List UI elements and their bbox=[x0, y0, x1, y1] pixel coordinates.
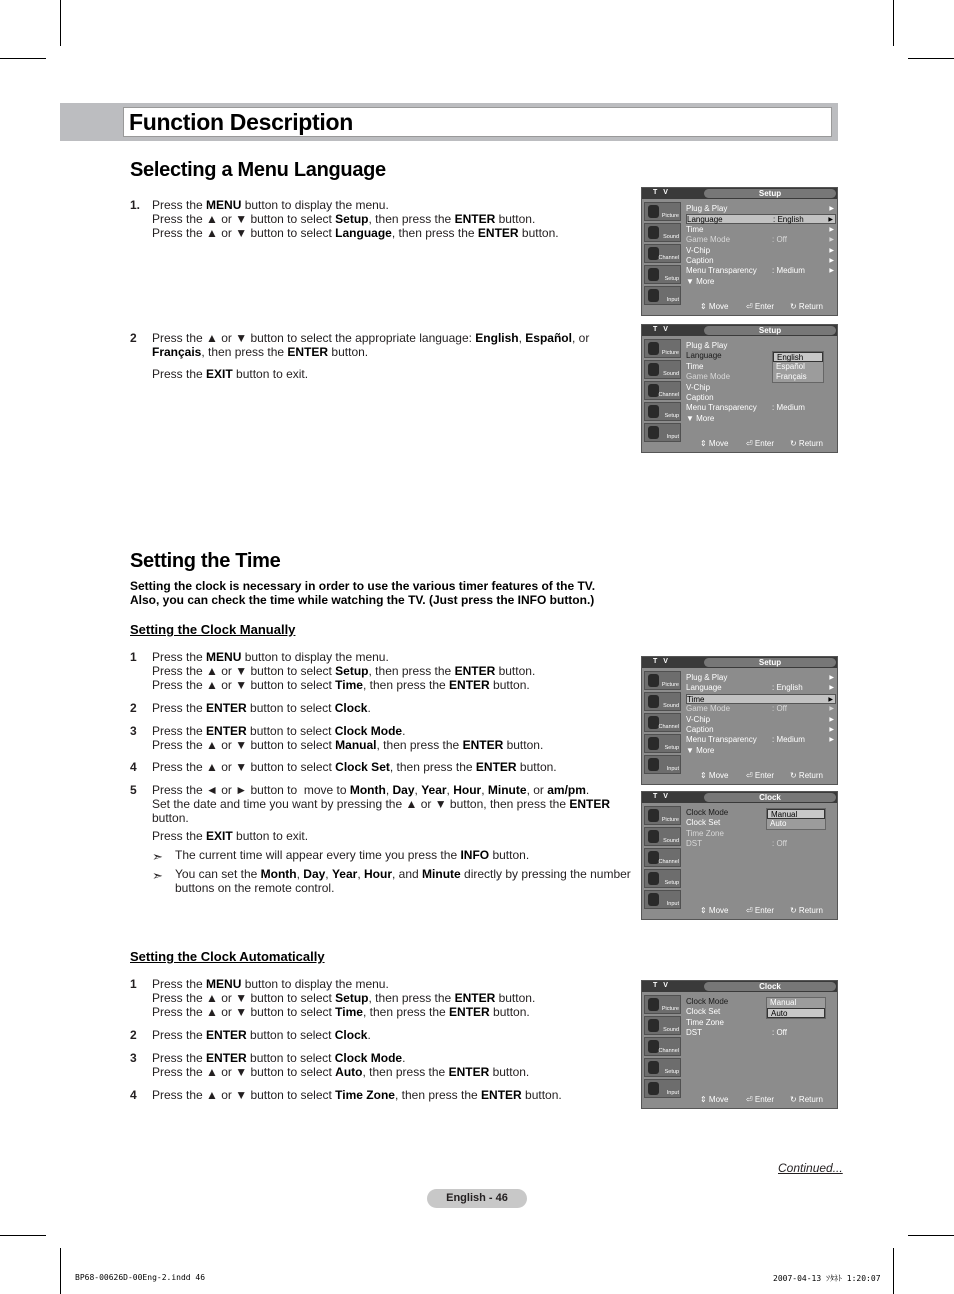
note-text: You can set the Month, Day, Year, Hour, and Minute directly by pressing the number buttons on the remote control. bbox=[175, 867, 631, 895]
right-arrow-icon: ▶ bbox=[829, 727, 834, 733]
tv-sidebar-label: Setup bbox=[664, 413, 679, 419]
tv-sidebar-item bbox=[644, 806, 681, 825]
tv-sidebar-item bbox=[644, 734, 681, 753]
tv-sidebar-label: Channel bbox=[658, 255, 679, 261]
tv-sidebar-item bbox=[644, 265, 681, 284]
tv-sidebar-label: Picture bbox=[661, 213, 679, 219]
tv-menu-row bbox=[686, 341, 836, 351]
tv-menu-row-label: Time bbox=[687, 694, 705, 704]
tv-sidebar-label: Input bbox=[666, 297, 679, 303]
tv-sidebar-item bbox=[644, 223, 681, 242]
subheading-auto: Setting the Clock Automatically bbox=[130, 949, 325, 964]
tv-menu-row-value: : English bbox=[772, 683, 803, 693]
tv-menu-title: Setup bbox=[704, 189, 836, 198]
tv-menu-header bbox=[642, 188, 837, 199]
auto-step-number: 4 bbox=[130, 1088, 137, 1102]
enter-hint: ⏎ Enter bbox=[746, 439, 775, 448]
move-hint: ⇕ Move bbox=[700, 1095, 729, 1104]
tv-menu-row-value: : Medium bbox=[772, 266, 805, 276]
tv-menu-row bbox=[686, 403, 836, 413]
tv-menu-screen bbox=[641, 980, 838, 1109]
enter-hint: ⏎ Enter bbox=[746, 302, 775, 311]
crop-mark bbox=[908, 1235, 954, 1236]
sound-icon bbox=[648, 830, 659, 843]
tv-menu-row-label: Clock Mode bbox=[686, 997, 729, 1006]
tv-option: Auto bbox=[770, 819, 787, 828]
tv-menu-row bbox=[686, 235, 836, 245]
tv-menu-row-label: Clock Mode bbox=[686, 808, 729, 817]
tv-menu-row-label: Language bbox=[687, 215, 723, 225]
footer-timestamp: 2007-04-13 ｿﾀﾈﾄ 1:20:07 bbox=[773, 1274, 881, 1283]
tv-sidebar bbox=[642, 804, 683, 908]
tv-menu-row-value: : Off bbox=[772, 1028, 787, 1038]
tv-menu-row-label: V-Chip bbox=[686, 245, 711, 255]
language-step-text: Press the MENU button to display the menu. Press the ▲ or ▼ button to select Setup, then press the ENTER button. Press the ▲ or ▼ button to select Language, then press the ENTER button. bbox=[152, 198, 559, 240]
tv-menu-row-value: : Off bbox=[772, 704, 787, 714]
tv-menu-row bbox=[686, 277, 836, 287]
footer-filename: BP68-00626D-00Eng-2.indd 46 bbox=[75, 1273, 206, 1282]
input-icon bbox=[648, 289, 659, 302]
picture-icon bbox=[648, 998, 659, 1011]
tv-menu-row-label: Caption bbox=[686, 393, 714, 402]
tv-sidebar-label: Setup bbox=[664, 745, 679, 751]
tv-menu-row-label: Time Zone bbox=[686, 828, 724, 838]
tv-option-popup bbox=[766, 808, 826, 830]
tv-menu-row-value: : Off bbox=[772, 235, 787, 245]
tv-sidebar-item bbox=[644, 286, 681, 305]
tv-option-popup bbox=[772, 351, 824, 383]
subheading-manual: Setting the Clock Manually bbox=[130, 622, 296, 637]
sound-icon bbox=[648, 1019, 659, 1032]
tv-sidebar-label: Input bbox=[666, 1090, 679, 1096]
tv-menu-row bbox=[686, 214, 836, 224]
tv-menu-row bbox=[686, 746, 836, 756]
tv-menu-header bbox=[642, 325, 837, 336]
tv-menu-row-label: Game Mode bbox=[686, 372, 731, 382]
right-arrow-icon: ▶ bbox=[829, 258, 834, 264]
manual-step-number: 3 bbox=[130, 724, 137, 738]
move-hint: ⇕ Move bbox=[700, 302, 729, 311]
tv-menu-header bbox=[642, 981, 837, 992]
tv-sidebar-label: Sound bbox=[663, 234, 679, 240]
continued-label: Continued... bbox=[778, 1161, 843, 1175]
enter-hint: ⏎ Enter bbox=[746, 906, 775, 915]
return-hint: ↻ Return bbox=[790, 1095, 823, 1104]
tv-menu-row bbox=[686, 735, 836, 745]
tv-menu-row-label: DST bbox=[686, 839, 702, 849]
tv-menu-row-label: Language bbox=[686, 351, 722, 361]
tv-sidebar-item bbox=[644, 381, 681, 400]
tv-menu-footer bbox=[686, 771, 836, 782]
tv-label: T V bbox=[653, 982, 670, 989]
crop-mark bbox=[60, 0, 61, 46]
picture-icon bbox=[648, 342, 659, 355]
setup-icon bbox=[648, 1061, 659, 1074]
tv-menu-row bbox=[686, 839, 836, 849]
return-hint: ↻ Return bbox=[790, 439, 823, 448]
auto-step-number: 1 bbox=[130, 977, 137, 991]
tv-menu-row bbox=[686, 829, 836, 839]
setup-icon bbox=[648, 872, 659, 885]
sound-icon bbox=[648, 226, 659, 239]
channel-icon bbox=[648, 716, 659, 729]
tv-menu-row bbox=[686, 1028, 836, 1038]
tv-menu-row-label: Caption bbox=[686, 256, 714, 265]
tv-menu-row-label: Time Zone bbox=[686, 1017, 724, 1027]
tv-sidebar-label: Picture bbox=[661, 1006, 679, 1012]
return-hint: ↻ Return bbox=[790, 906, 823, 915]
tv-sidebar-item bbox=[644, 244, 681, 263]
input-icon bbox=[648, 758, 659, 771]
tv-option: Français bbox=[776, 372, 807, 382]
right-arrow-icon: ▶ bbox=[829, 226, 834, 233]
tv-sidebar-item bbox=[644, 995, 681, 1014]
right-arrow-icon: ▶ bbox=[829, 247, 834, 254]
tv-option: Manual bbox=[770, 998, 797, 1007]
tv-sidebar-item bbox=[644, 1037, 681, 1056]
tv-sidebar-label: Picture bbox=[661, 682, 679, 688]
tv-label: T V bbox=[653, 189, 670, 196]
tv-menu-row-label: Clock Set bbox=[686, 1007, 721, 1017]
right-arrow-icon: ▶ bbox=[829, 737, 834, 744]
tv-sidebar-item bbox=[644, 890, 681, 909]
page-title: Function Description bbox=[129, 109, 354, 135]
tv-menu-row-label: Game Mode bbox=[686, 704, 731, 714]
sound-icon bbox=[648, 363, 659, 376]
tv-menu-title: Setup bbox=[704, 658, 836, 667]
tv-menu-row-label: ▼ More bbox=[686, 413, 715, 423]
tv-menu-row-value: : Off bbox=[772, 839, 787, 849]
tv-menu-row-value: : Medium bbox=[772, 403, 805, 413]
tv-menu-title: Clock bbox=[704, 982, 836, 991]
tv-menu-row bbox=[686, 683, 836, 693]
tv-menu-footer bbox=[686, 302, 836, 313]
language-step-text: Press the EXIT button to exit. bbox=[152, 367, 309, 381]
right-arrow-icon: ▶ bbox=[828, 217, 833, 224]
auto-step-number: 2 bbox=[130, 1028, 137, 1042]
note-arrow-icon: ➣ bbox=[152, 849, 163, 864]
right-arrow-icon: ▶ bbox=[829, 685, 834, 692]
setup-icon bbox=[648, 268, 659, 281]
tv-menu-footer bbox=[686, 906, 836, 917]
note-text: The current time will appear every time you press the INFO button. bbox=[175, 848, 530, 862]
tv-sidebar-label: Setup bbox=[664, 1069, 679, 1075]
tv-sidebar-item bbox=[644, 339, 681, 358]
tv-label: T V bbox=[653, 793, 670, 800]
tv-sidebar bbox=[642, 993, 683, 1097]
tv-sidebar-item bbox=[644, 848, 681, 867]
tv-menu-row bbox=[686, 704, 836, 714]
tv-menu-row bbox=[686, 225, 836, 235]
tv-label: T V bbox=[653, 658, 670, 665]
tv-menu-header bbox=[642, 792, 837, 803]
move-hint: ⇕ Move bbox=[700, 771, 729, 780]
tv-sidebar bbox=[642, 669, 683, 773]
tv-menu-row bbox=[686, 204, 836, 214]
tv-sidebar-label: Input bbox=[666, 901, 679, 907]
tv-menu-row-label: Plug & Play bbox=[686, 204, 728, 213]
tv-menu-row bbox=[686, 246, 836, 256]
sound-icon bbox=[648, 695, 659, 708]
tv-sidebar-label: Picture bbox=[661, 817, 679, 823]
tv-menu-screen bbox=[641, 324, 838, 453]
tv-menu-row-label: Time bbox=[686, 361, 704, 371]
manual-step-number: 1 bbox=[130, 650, 137, 664]
input-icon bbox=[648, 893, 659, 906]
tv-menu-row-value: : Medium bbox=[772, 735, 805, 745]
picture-icon bbox=[648, 809, 659, 822]
tv-sidebar-label: Sound bbox=[663, 703, 679, 709]
right-arrow-icon: ▶ bbox=[829, 675, 834, 681]
tv-sidebar-label: Picture bbox=[661, 350, 679, 356]
tv-sidebar-item bbox=[644, 360, 681, 379]
tv-menu-footer bbox=[686, 439, 836, 450]
manual-step-text: Press the ◄ or ► button to move to Month, Day, Year, Hour, Minute, or am/pm. Set the date and time you want by pressing the ▲ or ▼ button, then press the ENTER button. bbox=[152, 783, 610, 825]
crop-mark bbox=[60, 1248, 61, 1294]
enter-hint: ⏎ Enter bbox=[746, 771, 775, 780]
tv-sidebar-label: Setup bbox=[664, 276, 679, 282]
tv-menu-list bbox=[686, 673, 836, 770]
tv-menu-row-value: : English bbox=[773, 215, 804, 225]
move-hint: ⇕ Move bbox=[700, 906, 729, 915]
right-arrow-icon: ▶ bbox=[829, 268, 834, 275]
tv-sidebar-label: Sound bbox=[663, 371, 679, 377]
tv-sidebar-item bbox=[644, 1016, 681, 1035]
manual-step-text: Press the ENTER button to select Clock Mode. Press the ▲ or ▼ button to select Manual, then press the ENTER button. bbox=[152, 724, 544, 752]
tv-sidebar-label: Input bbox=[666, 766, 679, 772]
tv-sidebar-label: Channel bbox=[658, 1048, 679, 1054]
crop-mark bbox=[893, 1248, 894, 1294]
tv-sidebar-label: Sound bbox=[663, 1027, 679, 1033]
setup-icon bbox=[648, 405, 659, 418]
tv-menu-row-label: Plug & Play bbox=[686, 673, 728, 682]
return-hint: ↻ Return bbox=[790, 302, 823, 311]
right-arrow-icon: ▶ bbox=[829, 706, 834, 713]
tv-menu-row-label: Menu Transparency bbox=[686, 403, 757, 413]
tv-option: Auto bbox=[767, 1008, 825, 1018]
tv-sidebar-label: Channel bbox=[658, 859, 679, 865]
tv-menu-screen bbox=[641, 656, 838, 785]
tv-menu-row bbox=[686, 383, 836, 393]
tv-option-popup bbox=[766, 997, 826, 1019]
tv-sidebar bbox=[642, 200, 683, 304]
tv-menu-row bbox=[686, 266, 836, 276]
tv-menu-row bbox=[686, 673, 836, 683]
tv-sidebar-item bbox=[644, 202, 681, 221]
language-step-number: 1. bbox=[130, 198, 141, 212]
tv-menu-list bbox=[686, 204, 836, 301]
right-arrow-icon: ▶ bbox=[829, 237, 834, 244]
tv-menu-row-label: Language bbox=[686, 683, 722, 693]
manual-step-number: 2 bbox=[130, 701, 137, 715]
tv-menu-row-label: Clock Set bbox=[686, 818, 721, 828]
tv-sidebar-item bbox=[644, 402, 681, 421]
channel-icon bbox=[648, 1040, 659, 1053]
tv-menu-row-label: Time bbox=[686, 224, 704, 234]
manual-step-number: 5 bbox=[130, 783, 137, 797]
picture-icon bbox=[648, 674, 659, 687]
tv-label: T V bbox=[653, 326, 670, 333]
page-number: English - 46 bbox=[427, 1189, 527, 1208]
crop-mark bbox=[893, 0, 894, 46]
language-step-number: 2 bbox=[130, 331, 137, 345]
manual-step-text: Press the ENTER button to select Clock. bbox=[152, 701, 371, 715]
right-arrow-icon: ▶ bbox=[829, 716, 834, 723]
auto-step-text: Press the ▲ or ▼ button to select Time Zone, then press the ENTER button. bbox=[152, 1088, 562, 1102]
section-heading-language: Selecting a Menu Language bbox=[130, 159, 386, 181]
right-arrow-icon: ▶ bbox=[829, 206, 834, 212]
tv-menu-screen bbox=[641, 791, 838, 920]
crop-mark bbox=[0, 1235, 46, 1236]
tv-menu-footer bbox=[686, 1095, 836, 1106]
tv-sidebar-label: Setup bbox=[664, 880, 679, 886]
tv-menu-row bbox=[686, 1018, 836, 1028]
tv-menu-header bbox=[642, 657, 837, 668]
channel-icon bbox=[648, 384, 659, 397]
tv-menu-screen bbox=[641, 187, 838, 316]
tv-menu-row bbox=[686, 715, 836, 725]
input-icon bbox=[648, 426, 659, 439]
tv-menu-row-label: V-Chip bbox=[686, 382, 711, 392]
tv-sidebar-item bbox=[644, 1079, 681, 1098]
tv-sidebar-label: Channel bbox=[658, 724, 679, 730]
auto-step-text: Press the MENU button to display the menu. Press the ▲ or ▼ button to select Setup, then press the ENTER button. Press the ▲ or ▼ button to select Time, then press the ENTER button. bbox=[152, 977, 536, 1019]
tv-menu-row-label: ▼ More bbox=[686, 276, 715, 286]
manual-step-text: Press the EXIT button to exit. bbox=[152, 829, 309, 843]
tv-menu-row-label: Caption bbox=[686, 725, 714, 734]
return-hint: ↻ Return bbox=[790, 771, 823, 780]
right-arrow-icon: ▶ bbox=[828, 696, 833, 703]
tv-menu-row-label: ▼ More bbox=[686, 745, 715, 755]
tv-sidebar bbox=[642, 337, 683, 441]
tv-sidebar-label: Channel bbox=[658, 392, 679, 398]
tv-menu-row bbox=[686, 393, 836, 403]
time-intro: Setting the clock is necessary in order to use the various timer features of the TV. Also, you can check the time while watching the TV. (Just press the INFO button.) bbox=[130, 579, 596, 607]
tv-menu-row bbox=[686, 414, 836, 424]
tv-option: Manual bbox=[767, 809, 825, 819]
manual-step-number: 4 bbox=[130, 760, 137, 774]
note-arrow-icon: ➣ bbox=[152, 868, 163, 883]
tv-sidebar-item bbox=[644, 692, 681, 711]
tv-sidebar-label: Sound bbox=[663, 838, 679, 844]
setup-icon bbox=[648, 737, 659, 750]
tv-sidebar-item bbox=[644, 713, 681, 732]
enter-hint: ⏎ Enter bbox=[746, 1095, 775, 1104]
tv-sidebar-label: Input bbox=[666, 434, 679, 440]
auto-step-text: Press the ENTER button to select Clock Mode. Press the ▲ or ▼ button to select Auto, then press the ENTER button. bbox=[152, 1051, 530, 1079]
tv-option: Español bbox=[776, 362, 805, 372]
crop-mark bbox=[908, 58, 954, 59]
tv-menu-row-label: Menu Transparency bbox=[686, 735, 757, 745]
language-step-text: Press the ▲ or ▼ button to select the appropriate language: English, Español, or Français, then press the ENTER button. bbox=[152, 331, 590, 359]
tv-sidebar-item bbox=[644, 1058, 681, 1077]
tv-menu-title: Setup bbox=[704, 326, 836, 335]
section-heading-time: Setting the Time bbox=[130, 550, 281, 572]
tv-option: English bbox=[773, 352, 823, 362]
tv-menu-row-label: Menu Transparency bbox=[686, 266, 757, 276]
tv-menu-row-label: Plug & Play bbox=[686, 341, 728, 350]
tv-menu-row bbox=[686, 694, 836, 704]
tv-sidebar-item bbox=[644, 755, 681, 774]
tv-menu-row-label: DST bbox=[686, 1028, 702, 1038]
tv-sidebar-item bbox=[644, 869, 681, 888]
tv-menu-row-label: V-Chip bbox=[686, 714, 711, 724]
auto-step-text: Press the ENTER button to select Clock. bbox=[152, 1028, 371, 1042]
tv-menu-title: Clock bbox=[704, 793, 836, 802]
auto-step-number: 3 bbox=[130, 1051, 137, 1065]
tv-menu-row bbox=[686, 725, 836, 735]
tv-sidebar-item bbox=[644, 827, 681, 846]
picture-icon bbox=[648, 205, 659, 218]
channel-icon bbox=[648, 851, 659, 864]
manual-step-text: Press the MENU button to display the menu. Press the ▲ or ▼ button to select Setup, then press the ENTER button. Press the ▲ or ▼ button to select Time, then press the ENTER button. bbox=[152, 650, 536, 692]
manual-step-text: Press the ▲ or ▼ button to select Clock Set, then press the ENTER button. bbox=[152, 760, 557, 774]
tv-sidebar-item bbox=[644, 423, 681, 442]
move-hint: ⇕ Move bbox=[700, 439, 729, 448]
input-icon bbox=[648, 1082, 659, 1095]
crop-mark bbox=[0, 58, 46, 59]
channel-icon bbox=[648, 247, 659, 260]
tv-menu-row bbox=[686, 256, 836, 266]
tv-menu-row-label: Game Mode bbox=[686, 235, 731, 245]
tv-sidebar-item bbox=[644, 671, 681, 690]
